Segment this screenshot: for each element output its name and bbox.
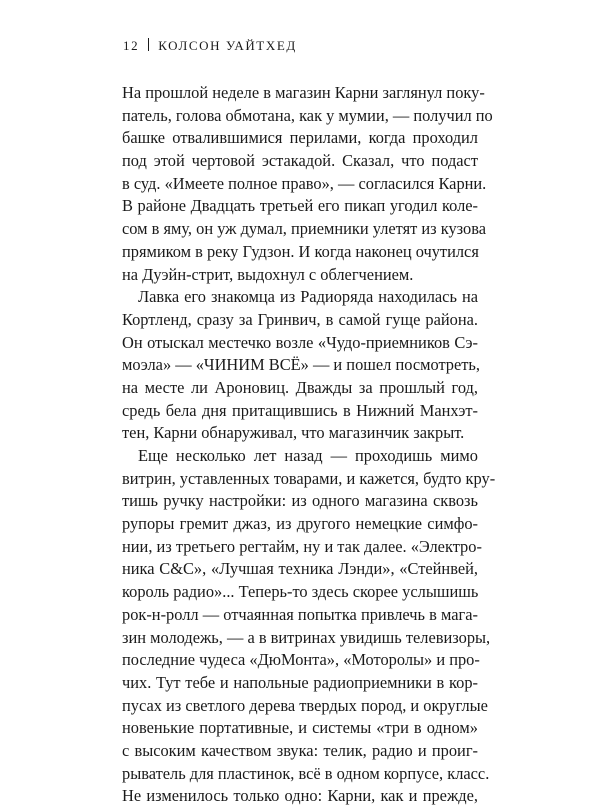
author-name: КОЛСОН УАЙТХЕД xyxy=(158,38,297,53)
text-line: моэла» — «ЧИНИМ ВСЁ» — и пошел посмотреть, xyxy=(122,355,481,375)
text-line: под этой чертовой эстакадой. Сказал, что подаст xyxy=(122,151,478,171)
text-line: с высоким качеством звука: телик, радио и проиг- xyxy=(122,740,478,760)
text-line: пусах из светлого дерева твердых пород, и округлые xyxy=(122,695,488,715)
text-line: тишь ручку настройки: из одного магазина сквозь xyxy=(122,491,478,511)
text-line: последние чудеса «ДюМонта», «Моторолы» и про- xyxy=(122,650,480,670)
body-text xyxy=(122,82,496,808)
text-line: башке отвалившимися перилами, когда проходил xyxy=(122,128,478,148)
text-line: на Дуэйн-стрит, выдохнул с облегчением. xyxy=(122,264,414,284)
header-separator xyxy=(148,38,149,51)
text-line: на месте ли Ароновиц. Дважды за прошлый год, xyxy=(122,377,478,397)
text-line: Не изменилось только одно: Карни, как и прежде, xyxy=(122,786,478,806)
text-line: На прошлой неделе в магазин Карни заглянул поку- xyxy=(122,83,485,102)
text-line: новенькие портативные, и системы «три в одном» xyxy=(122,718,478,738)
text-line: чих. Тут тебе и напольные радиоприемники в кор- xyxy=(122,672,478,692)
text-line: зин молодежь, — а в витринах увидишь телевизоры, xyxy=(122,627,491,647)
text-line: Кортленд, сразу за Гринвич, в самой гуще района. xyxy=(122,309,478,329)
text-line: Еще несколько лет назад — проходишь мимо xyxy=(138,446,478,465)
running-head xyxy=(123,38,297,54)
text-line: сом в яму, он уж думал, приемники улетят из кузова xyxy=(122,219,487,239)
text-line: нии, из третьего регтайм, ну и так далее. «Электро- xyxy=(122,536,482,556)
text-line: рыватель для пластинок, всё в одном корпусе, класс. xyxy=(122,763,490,783)
text-line: тен, Карни обнаруживал, что магазинчик закрыт. xyxy=(122,423,465,443)
text-line: Лавка его знакомца из Радиоряда находилась на xyxy=(138,287,478,307)
text-line: Он отыскал местечко возле «Чудо-приемников Сэ- xyxy=(122,332,478,352)
text-line: в суд. «Имеете полное право», — согласился Карни. xyxy=(122,173,487,193)
text-line: ника С&С», «Лучшая техника Лэнди», «Стейнвей, xyxy=(122,559,478,579)
text-line: прямиком в реку Гудзон. И когда наконец очутился xyxy=(122,241,479,261)
page-number: 12 xyxy=(123,38,140,53)
text-line: король радио»... Теперь-то здесь скорее услышишь xyxy=(122,582,479,602)
text-line: рупоры гремит джаз, из другого немецкие симфо- xyxy=(122,514,478,534)
text-line: витрин, уставленных товарами, и кажется, будто кру- xyxy=(122,468,496,488)
text-line: средь бела дня притащившись в Нижний Манхэт- xyxy=(122,400,478,420)
text-line: рок-н-ролл — отчаянная попытка привлечь в мага- xyxy=(122,604,478,624)
text-line: патель, голова обмотана, как у мумии, — получил по xyxy=(122,105,493,125)
text-line: В районе Двадцать третьей его пикап угодил коле- xyxy=(122,196,478,216)
